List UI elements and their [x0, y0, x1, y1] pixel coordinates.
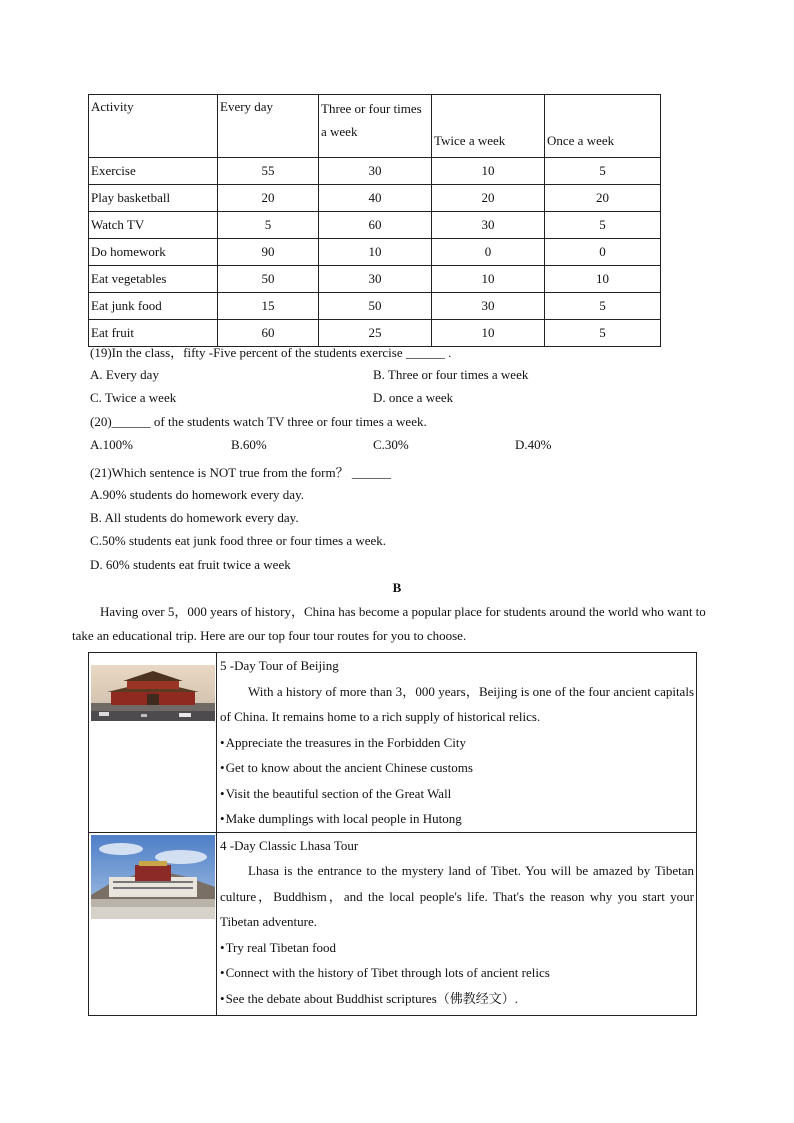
q21-option-d[interactable]: D. 60% students eat fruit twice a week	[90, 557, 291, 572]
q21-option-a[interactable]: A.90% students do homework every day.	[90, 487, 304, 502]
header-three-four-line1: Three or four times	[321, 101, 422, 116]
row-activity: Watch TV	[89, 212, 218, 239]
tour-title: 5 -Day Tour of Beijing	[220, 658, 339, 673]
table-row	[89, 239, 661, 266]
cell-once: 5	[545, 320, 661, 347]
tour-row-lhasa	[89, 832, 697, 1016]
q21-stem: (21)Which sentence is NOT true from the form？ ______	[90, 465, 391, 480]
q21-option-c[interactable]: C.50% students eat junk food three or four times a week.	[90, 533, 387, 548]
cell-three-four: 40	[319, 185, 432, 212]
q19-option-d[interactable]: D. once a week	[373, 390, 454, 405]
cell-twice: 10	[432, 320, 545, 347]
tour-photo-cell	[89, 832, 217, 1016]
cell-twice: 20	[432, 185, 545, 212]
cell-every-day: 55	[218, 158, 319, 185]
header-activity: Activity	[89, 95, 218, 158]
cell-twice: 0	[432, 239, 545, 266]
q20-option-c[interactable]: C.30%	[373, 437, 409, 452]
table-row	[89, 212, 661, 239]
tour-row-beijing	[89, 653, 697, 833]
q20-option-b[interactable]: B.60%	[231, 437, 267, 452]
cell-once: 10	[545, 266, 661, 293]
row-activity: Eat fruit	[89, 320, 218, 347]
cell-twice: 10	[432, 158, 545, 185]
q19-option-c[interactable]: C. Twice a week	[90, 390, 177, 405]
cell-three-four: 30	[319, 266, 432, 293]
q20-option-d[interactable]: D.40%	[515, 437, 552, 452]
cell-every-day: 60	[218, 320, 319, 347]
section-b-heading: B	[392, 580, 402, 595]
tour-bullet: • Appreciate the treasures in the Forbidden City	[220, 730, 694, 756]
cell-once: 0	[545, 239, 661, 266]
q19-option-b[interactable]: B. Three or four times a week	[373, 367, 529, 382]
tour-bullet: • Get to know about the ancient Chinese customs	[220, 755, 694, 781]
tour-routes-table	[88, 652, 697, 1016]
table-row	[89, 293, 661, 320]
q19-option-a[interactable]: A. Every day	[90, 367, 159, 382]
tour-photo-cell	[89, 653, 217, 833]
forbidden-city-photo-icon	[91, 665, 215, 721]
cell-once: 5	[545, 293, 661, 320]
tour-text-cell	[217, 653, 697, 833]
cell-twice: 30	[432, 293, 545, 320]
section-b-intro: Having over 5，000 years of history，China has become a popular place for students around the world who want to take an educational trip. Here are our top four tour routes for you to choose.	[72, 604, 706, 643]
tour-bullet: • Make dumplings with local people in Hutong	[220, 806, 694, 832]
cell-three-four: 60	[319, 212, 432, 239]
row-activity: Eat junk food	[89, 293, 218, 320]
tour-title: 4 -Day Classic Lhasa Tour	[220, 837, 359, 853]
q19-stem: (19)In the class，fifty -Five percent of the students exercise ______ .	[90, 345, 452, 360]
header-three-four-times	[319, 95, 432, 158]
table-row	[89, 185, 661, 212]
survey-header-row	[89, 95, 661, 158]
cell-every-day: 15	[218, 293, 319, 320]
potala-palace-photo-icon	[91, 835, 215, 919]
header-twice-week: Twice a week	[432, 95, 545, 158]
row-activity: Exercise	[89, 158, 218, 185]
q20-option-a[interactable]: A.100%	[90, 437, 133, 452]
tour-bullet: • Try real Tibetan food	[220, 935, 694, 961]
table-row	[89, 158, 661, 185]
cell-three-four: 30	[319, 158, 432, 185]
q20-stem: (20)______ of the students watch TV three or four times a week.	[90, 414, 427, 429]
cell-every-day: 5	[218, 212, 319, 239]
cell-once: 5	[545, 212, 661, 239]
tour-bullet: • Connect with the history of Tibet through lots of ancient relics	[220, 960, 694, 986]
q21-option-b[interactable]: B. All students do homework every day.	[90, 510, 299, 525]
tour-bullet: • See the debate about Buddhist scriptures（佛教经文）.	[220, 986, 694, 1016]
tour-bullet: • Visit the beautiful section of the Great Wall	[220, 781, 694, 807]
cell-every-day: 90	[218, 239, 319, 266]
tour-text-cell	[217, 832, 697, 1016]
cell-three-four: 25	[319, 320, 432, 347]
row-activity: Eat vegetables	[89, 266, 218, 293]
header-every-day: Every day	[218, 95, 319, 158]
cell-every-day: 50	[218, 266, 319, 293]
table-row	[89, 266, 661, 293]
cell-every-day: 20	[218, 185, 319, 212]
cell-twice: 30	[432, 212, 545, 239]
header-once-week: Once a week	[545, 95, 661, 158]
cell-twice: 10	[432, 266, 545, 293]
tour-description: Lhasa is the entrance to the mystery land of Tibet. You will be amazed by Tibetan culture，Buddhism，and the local people's life. That's the reason why you start your Tibetan adventure.	[220, 863, 694, 929]
row-activity: Play basketball	[89, 185, 218, 212]
cell-once: 20	[545, 185, 661, 212]
row-activity: Do homework	[89, 239, 218, 266]
survey-table	[88, 94, 661, 347]
cell-three-four: 10	[319, 239, 432, 266]
cell-once: 5	[545, 158, 661, 185]
tour-description: With a history of more than 3，000 years，Beijing is one of the four ancient capitals of China. It remains home to a rich supply of historical relics.	[220, 683, 694, 724]
cell-three-four: 50	[319, 293, 432, 320]
header-three-four-line2: a week	[321, 124, 358, 139]
